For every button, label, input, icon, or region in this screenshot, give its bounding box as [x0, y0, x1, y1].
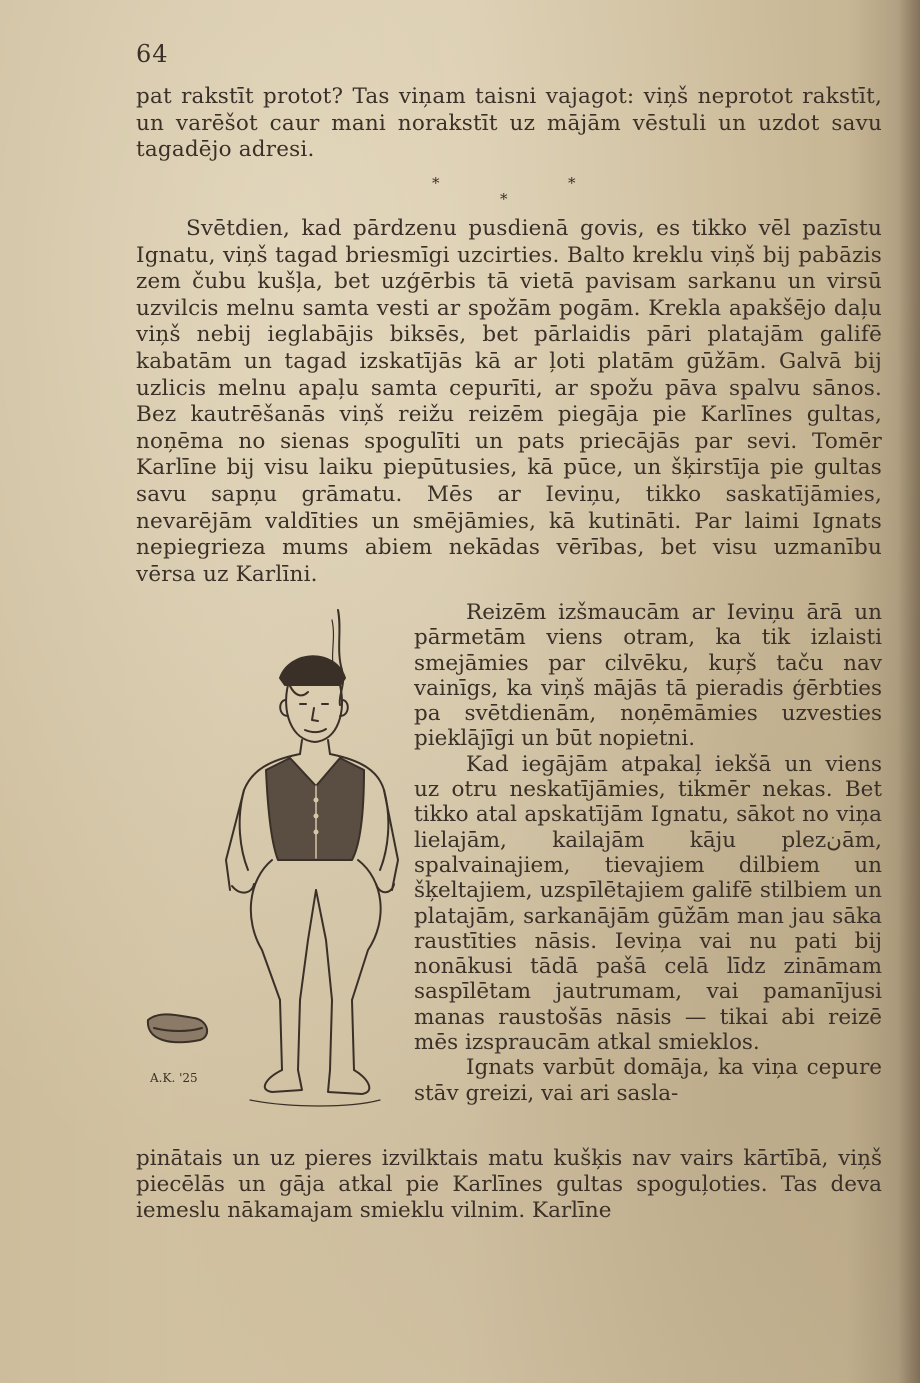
page-number: 64	[136, 40, 169, 68]
page-edge-shadow	[898, 0, 920, 1383]
asterisk-right: *	[568, 174, 576, 192]
asterisk-left: *	[432, 174, 440, 192]
paragraph-sunday: Svētdien, kad pārdzenu pusdienā govis, es tikko vēl pazīstu Ignatu, viņš tagad briesmīgi uzcirties. Balto kreklu viņš bij pabāzis zem čubu kušļa, bet uzģērbis tā vietā pavisam sarkanu un virsū uzvilcis melnu samta vesti ar spožām pogām. Krekla apakšējo daļu viņš nebij ieglabājis biksēs, bet pārlaidis pāri platajām galifē kabatām un tagad izskatījās kā ar ļoti platām gūžām. Galvā bij uzlicis melnu apaļu samta cepurīti, ar spožu pāva spalvu sānos. Bez kautrēšanās viņš reižu reizēm piegāja pie Karlīnes gultas, noņēma no sienas spogulīti un pats priecājās par sevi. Tomēr Karlīne bij visu laiku piepūtusies, kā pūce, un šķirstīja pie gultas savu sapņu grāmatu. Mēs ar Ieviņu, tikko saskatījāmies, nevarējām valdīties un smējāmies, kā kutināti. Par laimi Ignats nepiegrieza mums abiem nekādas vērības, bet visu uzmanību vērsa uz Karlīni.	[136, 216, 882, 587]
paragraph-intro: pat rakstīt protot? Tas viņam taisni vajagot: viņš neprotot rakstīt, un varēšot caur mani norakstīt uz mājām vēstuli un uzdot savu tagadējo adresi.	[136, 84, 882, 163]
paragraph-side-2: Kad iegājām atpakaļ iekšā un viens uz otru neskatījāmies, tikmēr nekas. Bet tikko atal apskatījām Ignatu, sākot no viņa lielajām, kailajām kāju plezنām, spalvainajiem, tievajiem dilbiem un šķeltajiem, uzspīlētajiem galifē stilbiem un platajām, sarkanājām gūžām man jau sāka raustīties nāsis. Ieviņa vai nu pati bij nonākusi tādā pašā celā līdz zināmam saspīlētam jautrumam, vai pamanījusi manas raustošās nāsis — tikai abi reizē mēs izspraucām atkal smieklos.	[414, 751, 882, 1056]
paragraph-continuation: pinātais un uz pieres izvilktais matu kušķis nav vairs kārtībā, viņš piecēlās un gāja atkal pie Karlīnes gultas spoguļoties. Tas deva iemeslu nākamajam smieklu vilnim. Karlīne	[136, 1146, 882, 1223]
side-column	[414, 600, 882, 1106]
ignats-illustration	[140, 600, 410, 1120]
asterisk-center: *	[500, 190, 508, 208]
paragraph-side-1: Reizēm izšmaucām ar Ieviņu ārā un pārmetām viens otram, ka tik izlaisti smejāmies par cilvēku, kuŗš taču nav vainīgs, ka viņš mājās tā pieradis ģērbties pa svētdienām, noņēmāmies uzvesties pieklājīgi un būt nopietni.	[414, 600, 882, 752]
section-separator	[380, 170, 620, 210]
artist-signature: A.K. '25	[150, 1071, 198, 1085]
paragraph-side-3: Ignats varbūt domāja, ka viņa cepure stāv greizi, vai ari sasla-	[414, 1055, 882, 1106]
